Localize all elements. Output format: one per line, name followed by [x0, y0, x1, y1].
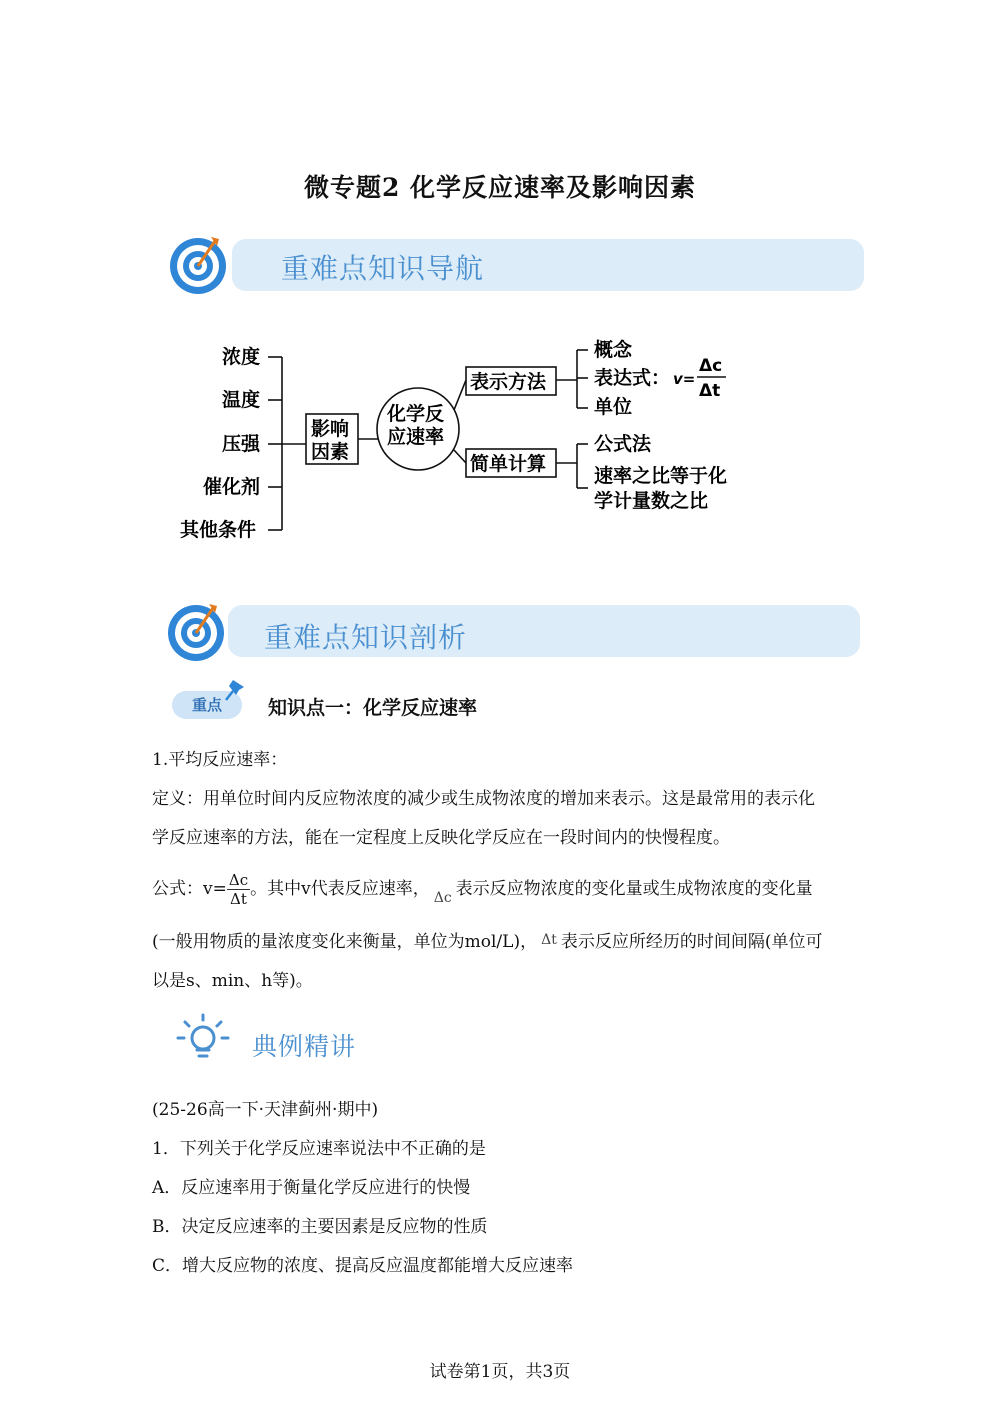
factor-label: 浓度 [222, 346, 261, 368]
target-icon [165, 600, 227, 662]
pushpin-icon [224, 678, 248, 704]
section-heading-analysis: 重难点知识剖析 [264, 621, 468, 654]
key-point-badge: 重点 [172, 691, 242, 719]
unit-label: 单位 [594, 396, 633, 418]
factor-label: 其他条件 [180, 519, 257, 541]
definition-line2: 学反应速率的方法，能在一定程度上反映化学反应在一段时间内的快慢程度。 [152, 828, 730, 848]
fraction-numerator: Δc [699, 356, 723, 376]
fraction-denominator: Δt [230, 890, 247, 908]
units-head: (一般用物质的量浓度变化来衡量，单位为mol/L)， [152, 932, 538, 952]
formula-method-label: 公式法 [594, 433, 652, 455]
page-footer: 试卷第1页，共3页 [429, 1362, 571, 1382]
right-brackets [556, 350, 588, 488]
factor-label: 压强 [222, 433, 261, 455]
branch-label-top: 表示方法 [470, 371, 547, 393]
formula-mid: 。其中v代表反应速率， [250, 879, 430, 899]
formula-label: 公式：v= [152, 879, 227, 899]
center-label: 应速率 [387, 426, 445, 448]
units-line [152, 932, 822, 953]
option-b: B．决定反应速率的主要因素是反应物的性质 [152, 1217, 488, 1237]
factor-label: 催化剂 [203, 476, 261, 498]
formula-tail: 表示反应物浓度的变化量或生成物浓度的变化量 [455, 879, 813, 899]
factor-label: 温度 [222, 389, 261, 411]
concept-label: 概念 [594, 339, 633, 361]
center-label: 化学反 [387, 403, 445, 425]
units-tail: 表示反应所经历的时间间隔(单位可 [560, 932, 823, 952]
question-text: 1．下列关于化学反应速率说法中不正确的是 [152, 1139, 486, 1159]
ratio-label: 速率之比等于化 [594, 465, 728, 487]
definition-line1: 定义：用单位时间内反应物浓度的减少或生成物浓度的增加来表示。这是最常用的表示化 [152, 789, 815, 809]
branch-label-bottom: 简单计算 [470, 453, 547, 475]
ratio-label: 学计量数之比 [594, 490, 709, 512]
delta-t-symbol: Δt [541, 932, 557, 948]
formula-line [152, 866, 813, 913]
factor-bracket [268, 357, 306, 530]
v-equals: v= [673, 370, 696, 388]
option-c: C．增大反应物的浓度、提高反应温度都能增大反应速率 [152, 1256, 574, 1276]
lightbulb-icon [175, 1012, 231, 1066]
expression-label: 表达式： [594, 367, 671, 389]
influence-label: 影响 [311, 418, 350, 440]
section-heading-navigation: 重难点知识导航 [281, 252, 485, 285]
formula-fraction [227, 871, 250, 908]
question-source: (25-26高一下·天津蓟州·期中) [152, 1100, 379, 1120]
delta-c-symbol: Δc [433, 890, 452, 906]
option-a: A．反应速率用于衡量化学反应进行的快慢 [152, 1178, 471, 1198]
fraction-denominator: Δt [699, 381, 721, 401]
page-title: 微专题2 化学反应速率及影响因素 [303, 173, 697, 202]
fraction-numerator: Δc [228, 871, 249, 889]
mind-map-diagram [170, 330, 770, 550]
knowledge-point-title: 知识点一：化学反应速率 [268, 697, 478, 719]
center-connectors [454, 380, 466, 463]
content-item1: 1.平均反应速率： [152, 750, 288, 770]
example-heading: 典例精讲 [252, 1032, 357, 1061]
target-icon [167, 233, 229, 295]
influence-label: 因素 [311, 441, 350, 463]
units-line-end: 以是s、min、h等)。 [152, 971, 313, 991]
